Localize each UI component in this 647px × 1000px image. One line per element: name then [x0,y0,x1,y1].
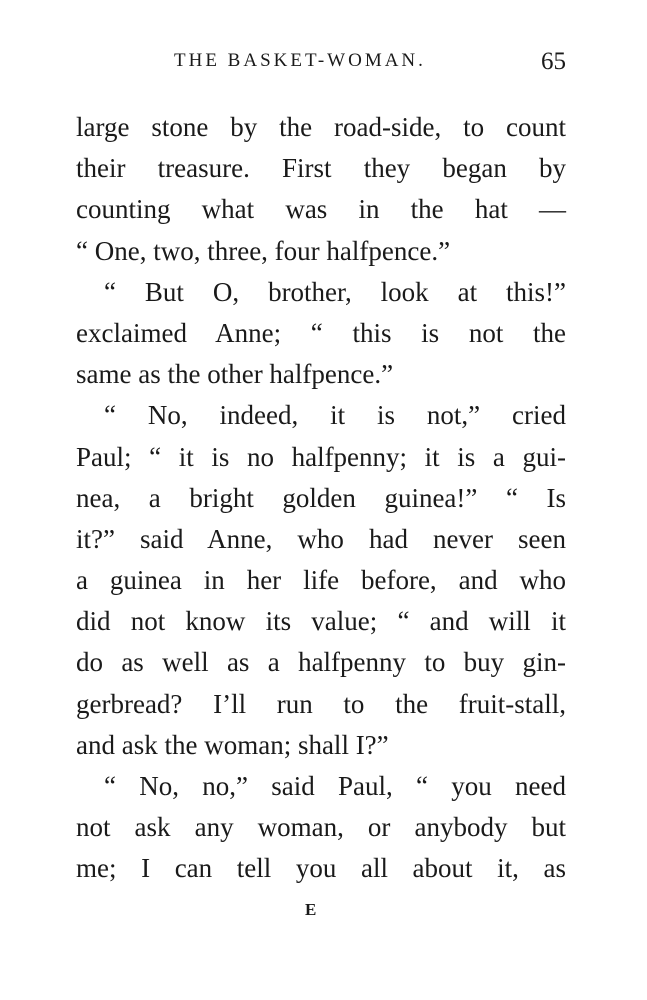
text-line: “ No, indeed, it is not,” cried [104,400,566,431]
text-line: do as well as a halfpenny to buy gin- [76,647,566,678]
text-line: counting what was in the hat — [76,194,566,225]
text-line: a guinea in her life before, and who [76,565,566,596]
text-line: nea, a bright golden guinea!” “ Is [76,482,566,513]
text-line: and ask the woman; shall I?” [76,729,389,760]
text-line: “ One, two, three, four halfpence.” [76,235,451,266]
text-line: gerbread? I’ll run to the fruit-stall, [76,688,566,719]
text-line: it?” said Anne, who had never seen [76,523,566,554]
text-line: not ask any woman, or anybody but [76,812,566,843]
text-line: me; I can tell you all about it, as [76,853,566,884]
text-line: “ But O, brother, look at this!” [104,276,566,307]
signature-mark: E [305,900,317,919]
text-line: same as the other halfpence.” [76,359,394,390]
text-line: large stone by the road-side, to count [76,112,566,142]
text-line: their treasure. First they began by [76,153,566,184]
text-line: “ No, no,” said Paul, “ you need [104,771,566,801]
running-head [76,48,566,78]
text-line: did not know its value; “ and will it [76,606,566,637]
text-line: exclaimed Anne; “ this is not the [76,317,566,348]
page-number: 65 [541,48,566,75]
body-text [76,107,566,890]
running-title: THE BASKET-WOMAN. [174,50,426,71]
text-line: Paul; “ it is no halfpenny; it is a gui- [76,441,566,472]
